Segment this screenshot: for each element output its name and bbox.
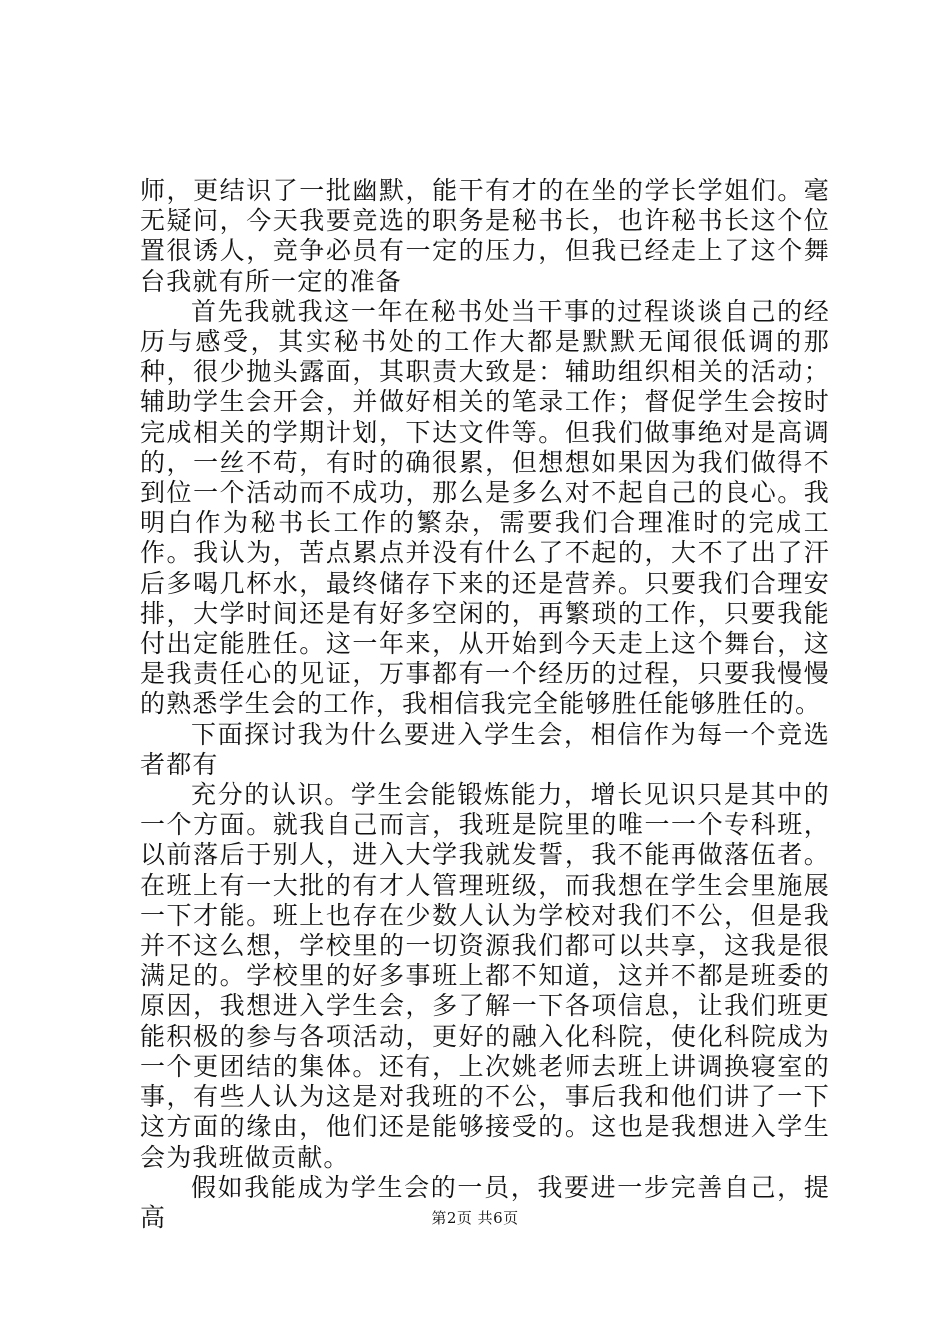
paragraph-4: 充分的认识。学生会能锻炼能力，增长见识只是其中的一个方面。就我自己而言，我班是院里的唯一一个专科班，以前落后于别人，进入大学我就发誓，我不能再做落伍者。在班上有一大批的有才人管理班级，而我想在学生会里施展一下才能。班上也存在少数人认为学校对我们不公，但是我并不这么想，学校里的一切资源我们都可以共享，这我是很满足的。学校里的好多事班上都不知道，这并不都是班委的原因，我想进入学生会，多了解一下各项信息，让我们班更能积极的参与各项活动，更好的融入化科院，使化科院成为一个更团结的集体。还有，上次姚老师去班上讲调换寝室的事，有些人认为这是对我班的不公，事后我和他们讲了一下这方面的缘由，他们还是能够接受的。这也是我想进入学生会为我班做贡献。 — [140, 780, 830, 1172]
paragraph-1: 师，更结识了一批幽默，能干有才的在坐的学长学姐们。毫无疑问，今天我要竞选的职务是秘书长，也许秘书长这个位置很诱人，竞争必员有一定的压力，但我已经走上了这个舞台我就有所一定的准备 — [140, 176, 830, 296]
body-text — [140, 176, 830, 1233]
paragraph-5: 假如我能成为学生会的一员，我要进一步完善自己，提高 — [140, 1172, 830, 1232]
paragraph-3: 下面探讨我为什么要进入学生会，相信作为每一个竞选者都有 — [140, 719, 830, 779]
paragraph-2: 首先我就我这一年在秘书处当干事的过程谈谈自己的经历与感受，其实秘书处的工作大都是默默无闻很低调的那种，很少抛头露面，其职责大致是：辅助组织相关的活动；辅助学生会开会，并做好相关的笔录工作；督促学生会按时完成相关的学期计划，下达文件等。但我们做事绝对是高调的，一丝不苟，有时的确很累，但想想如果因为我们做得不到位一个活动而不成功，那么是多么对不起自己的良心。我明白作为秘书长工作的繁杂，需要我们合理准时的完成工作。我认为，苦点累点并没有什么了不起的，大不了出了汗后多喝几杯水，最终储存下来的还是营养。只要我们合理安排，大学时间还是有好多空闲的，再繁琐的工作，只要我能付出定能胜任。这一年来，从开始到今天走上这个舞台，这是我责任心的见证，万事都有一个经历的过程，只要我慢慢的熟悉学生会的工作，我相信我完全能够胜任能够胜任的。 — [140, 296, 830, 719]
page-footer — [0, 1208, 950, 1228]
page-number-label: 第2页 共6页 — [431, 1209, 519, 1227]
